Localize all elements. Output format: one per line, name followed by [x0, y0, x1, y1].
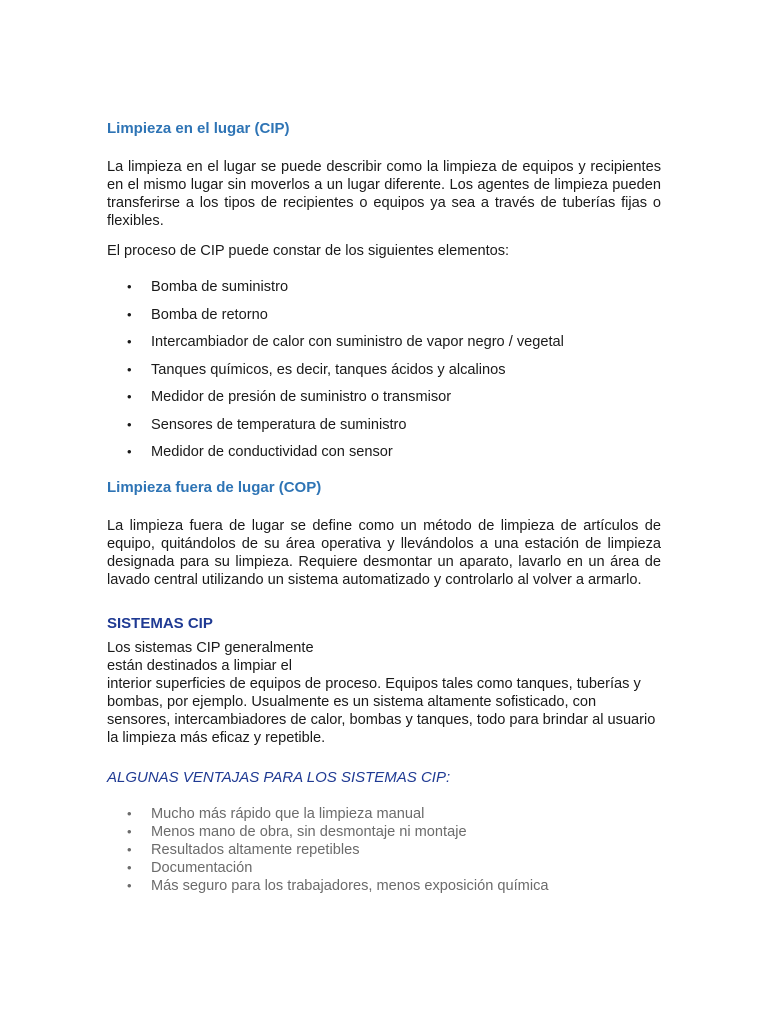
- list-item: • Documentación: [107, 859, 661, 877]
- list-item: • Sensores de temperatura de suministro: [107, 416, 661, 434]
- list-item: • Bomba de retorno: [107, 306, 661, 324]
- document-page: [107, 120, 661, 895]
- list-item: • Tanques químicos, es decir, tanques ácidos y alcalinos: [107, 361, 661, 379]
- list-item: • Resultados altamente repetibles: [107, 841, 661, 859]
- ventajas-list: [107, 805, 661, 895]
- sistemas-line-2: están destinados a limpiar el: [107, 658, 292, 674]
- list-item: • Medidor de conductividad con sensor: [107, 443, 661, 461]
- cip-intro: El proceso de CIP puede constar de los siguientes elementos:: [107, 243, 510, 259]
- cop-heading: Limpieza fuera de lugar (COP): [107, 479, 322, 496]
- list-item: • Menos mano de obra, sin desmontaje ni montaje: [107, 823, 661, 841]
- cip-heading: Limpieza en el lugar (CIP): [107, 120, 290, 137]
- cip-element-list: [107, 278, 661, 461]
- cop-paragraph: La limpieza fuera de lugar se define como un método de limpieza de artículos de equipo, quitándolos de su área operativa y llevándolos a una estación de limpieza designada para su limpieza. Requiere desmontar un aparato, lavarlo en un área de lavado central utilizando un sistema automatizado y controlarlo al volver a armarlo.: [107, 518, 661, 588]
- ventajas-heading: ALGUNAS VENTAJAS PARA LOS SISTEMAS CIP:: [107, 769, 451, 786]
- sistemas-heading: SISTEMAS CIP: [107, 615, 213, 632]
- sistemas-line-1: Los sistemas CIP generalmente: [107, 640, 314, 656]
- list-item: • Mucho más rápido que la limpieza manual: [107, 805, 661, 823]
- list-item: • Bomba de suministro: [107, 278, 661, 296]
- list-item: • Intercambiador de calor con suministro de vapor negro / vegetal: [107, 333, 661, 351]
- cip-paragraph: La limpieza en el lugar se puede describir como la limpieza de equipos y recipientes en el mismo lugar sin moverlos a un lugar diferente. Los agentes de limpieza pueden transferirse a los tipos de recipientes o equipos ya sea a través de tuberías fijas o flexibles.: [107, 159, 661, 229]
- sistemas-paragraph: interior superficies de equipos de proceso. Equipos tales como tanques, tuberías y bombas, por ejemplo. Usualmente es un sistema altamente sofisticado, con sensores, intercambiadores de calor, bombas y tanques, todo para brindar al usuario la limpieza más eficaz y repetible.: [107, 676, 656, 746]
- list-item: • Más seguro para los trabajadores, menos exposición química: [107, 877, 661, 895]
- list-item: • Medidor de presión de suministro o transmisor: [107, 388, 661, 406]
